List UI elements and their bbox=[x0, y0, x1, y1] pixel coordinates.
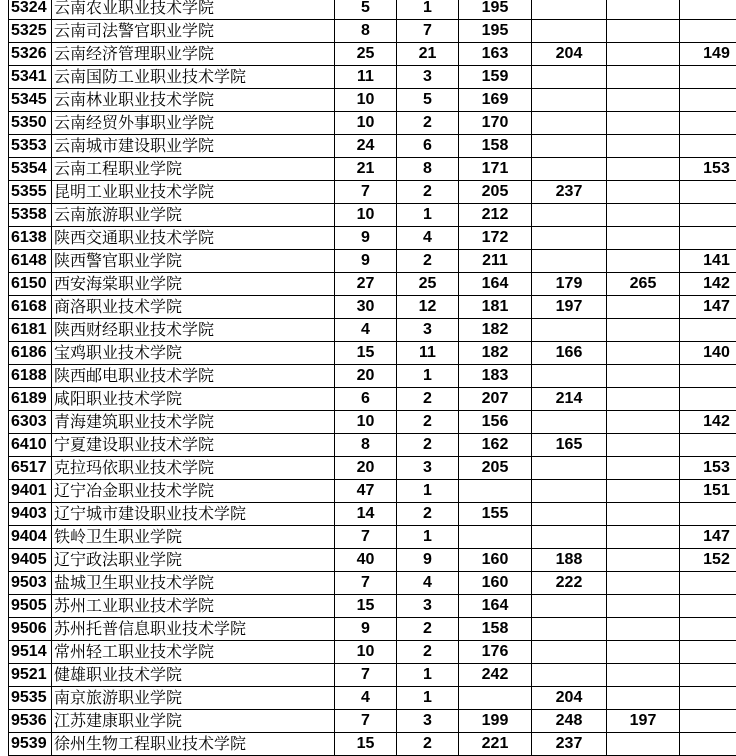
score-col-1-cell: 181 bbox=[459, 296, 532, 319]
plan-count-cell: 15 bbox=[335, 595, 397, 618]
plan-count-cell: 7 bbox=[335, 181, 397, 204]
admitted-count-cell: 1 bbox=[397, 664, 459, 687]
score-col-1-cell: 211 bbox=[459, 250, 532, 273]
school-name-cell: 江苏建康职业学院 bbox=[52, 710, 335, 733]
score-col-2-cell bbox=[532, 204, 607, 227]
table-row bbox=[9, 503, 736, 526]
score-col-2-cell: 214 bbox=[532, 388, 607, 411]
admitted-count-cell: 2 bbox=[397, 618, 459, 641]
score-col-1-cell: 221 bbox=[459, 733, 532, 756]
school-code-cell: 5324 bbox=[9, 0, 52, 20]
score-col-2-cell: 165 bbox=[532, 434, 607, 457]
plan-count-cell: 10 bbox=[335, 411, 397, 434]
score-col-4-cell bbox=[680, 0, 736, 20]
table-row bbox=[9, 549, 736, 572]
score-col-4-cell: 142 bbox=[680, 273, 736, 296]
score-col-3-cell bbox=[607, 687, 680, 710]
admitted-count-cell: 1 bbox=[397, 480, 459, 503]
school-code-cell: 5358 bbox=[9, 204, 52, 227]
admitted-count-cell: 1 bbox=[397, 687, 459, 710]
school-name-cell: 云南工程职业学院 bbox=[52, 158, 335, 181]
score-col-3-cell bbox=[607, 250, 680, 273]
score-col-1-cell: 169 bbox=[459, 89, 532, 112]
school-name-cell: 云南农业职业技术学院 bbox=[52, 0, 335, 20]
score-col-1-cell: 160 bbox=[459, 572, 532, 595]
score-col-3-cell bbox=[607, 503, 680, 526]
score-col-3-cell bbox=[607, 181, 680, 204]
admitted-count-cell: 3 bbox=[397, 595, 459, 618]
school-code-cell: 9539 bbox=[9, 733, 52, 756]
score-col-1-cell: 158 bbox=[459, 618, 532, 641]
admitted-count-cell: 2 bbox=[397, 388, 459, 411]
score-col-1-cell: 195 bbox=[459, 20, 532, 43]
admitted-count-cell: 1 bbox=[397, 526, 459, 549]
table-row bbox=[9, 434, 736, 457]
score-col-3-cell bbox=[607, 342, 680, 365]
admitted-count-cell: 25 bbox=[397, 273, 459, 296]
plan-count-cell: 8 bbox=[335, 20, 397, 43]
score-col-2-cell bbox=[532, 365, 607, 388]
school-code-cell: 6189 bbox=[9, 388, 52, 411]
table-row bbox=[9, 204, 736, 227]
plan-count-cell: 20 bbox=[335, 365, 397, 388]
score-col-4-cell bbox=[680, 227, 736, 250]
school-name-cell: 商洛职业技术学院 bbox=[52, 296, 335, 319]
school-name-cell: 铁岭卫生职业学院 bbox=[52, 526, 335, 549]
table-row bbox=[9, 595, 736, 618]
admitted-count-cell: 5 bbox=[397, 89, 459, 112]
table-row bbox=[9, 89, 736, 112]
score-col-1-cell: 163 bbox=[459, 43, 532, 66]
table-row bbox=[9, 135, 736, 158]
admitted-count-cell: 3 bbox=[397, 710, 459, 733]
admitted-count-cell: 9 bbox=[397, 549, 459, 572]
school-code-cell: 5355 bbox=[9, 181, 52, 204]
score-col-3-cell bbox=[607, 664, 680, 687]
plan-count-cell: 7 bbox=[335, 526, 397, 549]
school-code-cell: 9404 bbox=[9, 526, 52, 549]
admitted-count-cell: 21 bbox=[397, 43, 459, 66]
table-row bbox=[9, 112, 736, 135]
plan-count-cell: 25 bbox=[335, 43, 397, 66]
plan-count-cell: 24 bbox=[335, 135, 397, 158]
table-row bbox=[9, 480, 736, 503]
school-name-cell: 云南旅游职业学院 bbox=[52, 204, 335, 227]
score-col-2-cell bbox=[532, 227, 607, 250]
plan-count-cell: 20 bbox=[335, 457, 397, 480]
score-col-3-cell bbox=[607, 549, 680, 572]
score-col-2-cell bbox=[532, 319, 607, 342]
score-col-3-cell bbox=[607, 365, 680, 388]
score-col-1-cell: 155 bbox=[459, 503, 532, 526]
score-col-3-cell bbox=[607, 20, 680, 43]
plan-count-cell: 10 bbox=[335, 204, 397, 227]
school-name-cell: 青海建筑职业技术学院 bbox=[52, 411, 335, 434]
score-col-4-cell: 153 bbox=[680, 457, 736, 480]
admitted-count-cell: 8 bbox=[397, 158, 459, 181]
table-row bbox=[9, 641, 736, 664]
admitted-count-cell: 2 bbox=[397, 641, 459, 664]
school-code-cell: 9401 bbox=[9, 480, 52, 503]
score-col-4-cell bbox=[680, 434, 736, 457]
school-code-cell: 9503 bbox=[9, 572, 52, 595]
table-row bbox=[9, 365, 736, 388]
school-code-cell: 6517 bbox=[9, 457, 52, 480]
score-col-3-cell bbox=[607, 733, 680, 756]
score-col-1-cell: 159 bbox=[459, 66, 532, 89]
score-col-1-cell: 170 bbox=[459, 112, 532, 135]
plan-count-cell: 47 bbox=[335, 480, 397, 503]
school-name-cell: 西安海棠职业学院 bbox=[52, 273, 335, 296]
school-code-cell: 5354 bbox=[9, 158, 52, 181]
school-code-cell: 5350 bbox=[9, 112, 52, 135]
plan-count-cell: 4 bbox=[335, 687, 397, 710]
table-row bbox=[9, 181, 736, 204]
school-code-cell: 6148 bbox=[9, 250, 52, 273]
school-code-cell: 9535 bbox=[9, 687, 52, 710]
score-col-4-cell bbox=[680, 710, 736, 733]
school-code-cell: 9536 bbox=[9, 710, 52, 733]
score-col-3-cell bbox=[607, 411, 680, 434]
admitted-count-cell: 2 bbox=[397, 181, 459, 204]
score-col-3-cell bbox=[607, 618, 680, 641]
score-col-2-cell: 188 bbox=[532, 549, 607, 572]
school-code-cell: 9514 bbox=[9, 641, 52, 664]
school-name-cell: 健雄职业技术学院 bbox=[52, 664, 335, 687]
school-name-cell: 辽宁政法职业学院 bbox=[52, 549, 335, 572]
score-col-3-cell bbox=[607, 112, 680, 135]
table-body bbox=[9, 0, 736, 756]
score-col-4-cell bbox=[680, 664, 736, 687]
school-code-cell: 5353 bbox=[9, 135, 52, 158]
score-col-4-cell bbox=[680, 365, 736, 388]
plan-count-cell: 10 bbox=[335, 89, 397, 112]
school-code-cell: 9521 bbox=[9, 664, 52, 687]
score-col-2-cell: 166 bbox=[532, 342, 607, 365]
admitted-count-cell: 2 bbox=[397, 112, 459, 135]
table-row bbox=[9, 618, 736, 641]
score-col-4-cell bbox=[680, 388, 736, 411]
admitted-count-cell: 7 bbox=[397, 20, 459, 43]
score-col-3-cell bbox=[607, 158, 680, 181]
score-col-2-cell bbox=[532, 457, 607, 480]
score-col-3-cell bbox=[607, 135, 680, 158]
school-name-cell: 云南城市建设职业学院 bbox=[52, 135, 335, 158]
school-code-cell: 5345 bbox=[9, 89, 52, 112]
score-col-3-cell bbox=[607, 572, 680, 595]
table-row bbox=[9, 158, 736, 181]
school-code-cell: 5325 bbox=[9, 20, 52, 43]
school-code-cell: 9405 bbox=[9, 549, 52, 572]
score-col-1-cell: 212 bbox=[459, 204, 532, 227]
score-col-3-cell bbox=[607, 641, 680, 664]
score-col-2-cell bbox=[532, 526, 607, 549]
score-col-4-cell bbox=[680, 618, 736, 641]
score-col-2-cell: 204 bbox=[532, 43, 607, 66]
school-name-cell: 南京旅游职业学院 bbox=[52, 687, 335, 710]
plan-count-cell: 14 bbox=[335, 503, 397, 526]
score-col-4-cell: 153 bbox=[680, 158, 736, 181]
score-col-3-cell bbox=[607, 204, 680, 227]
table-row bbox=[9, 664, 736, 687]
table-row bbox=[9, 733, 736, 756]
score-col-3-cell bbox=[607, 388, 680, 411]
table-row bbox=[9, 66, 736, 89]
score-col-2-cell bbox=[532, 503, 607, 526]
score-col-3-cell bbox=[607, 434, 680, 457]
score-col-1-cell: 182 bbox=[459, 319, 532, 342]
score-col-1-cell: 172 bbox=[459, 227, 532, 250]
school-name-cell: 咸阳职业技术学院 bbox=[52, 388, 335, 411]
score-col-2-cell: 179 bbox=[532, 273, 607, 296]
score-col-3-cell bbox=[607, 595, 680, 618]
admitted-count-cell: 3 bbox=[397, 66, 459, 89]
score-col-1-cell bbox=[459, 526, 532, 549]
table-row bbox=[9, 20, 736, 43]
school-code-cell: 5326 bbox=[9, 43, 52, 66]
plan-count-cell: 9 bbox=[335, 250, 397, 273]
plan-count-cell: 7 bbox=[335, 664, 397, 687]
score-col-4-cell bbox=[680, 641, 736, 664]
plan-count-cell: 15 bbox=[335, 733, 397, 756]
plan-count-cell: 7 bbox=[335, 572, 397, 595]
table-row bbox=[9, 572, 736, 595]
score-col-2-cell bbox=[532, 641, 607, 664]
score-col-4-cell: 142 bbox=[680, 411, 736, 434]
school-code-cell: 6303 bbox=[9, 411, 52, 434]
plan-count-cell: 10 bbox=[335, 641, 397, 664]
admitted-count-cell: 6 bbox=[397, 135, 459, 158]
table-row bbox=[9, 319, 736, 342]
score-col-1-cell: 205 bbox=[459, 457, 532, 480]
plan-count-cell: 7 bbox=[335, 710, 397, 733]
score-col-4-cell: 147 bbox=[680, 526, 736, 549]
school-code-cell: 6186 bbox=[9, 342, 52, 365]
school-name-cell: 陕西警官职业学院 bbox=[52, 250, 335, 273]
score-col-4-cell: 140 bbox=[680, 342, 736, 365]
score-col-4-cell bbox=[680, 319, 736, 342]
score-col-2-cell: 237 bbox=[532, 181, 607, 204]
school-name-cell: 昆明工业职业技术学院 bbox=[52, 181, 335, 204]
school-code-cell: 6410 bbox=[9, 434, 52, 457]
score-col-1-cell bbox=[459, 687, 532, 710]
admitted-count-cell: 3 bbox=[397, 319, 459, 342]
table-row bbox=[9, 710, 736, 733]
score-col-2-cell bbox=[532, 135, 607, 158]
score-col-3-cell bbox=[607, 66, 680, 89]
score-col-4-cell: 141 bbox=[680, 250, 736, 273]
score-col-4-cell bbox=[680, 89, 736, 112]
admitted-count-cell: 4 bbox=[397, 227, 459, 250]
table-row bbox=[9, 526, 736, 549]
score-col-2-cell: 204 bbox=[532, 687, 607, 710]
school-code-cell: 9506 bbox=[9, 618, 52, 641]
score-col-2-cell: 222 bbox=[532, 572, 607, 595]
plan-count-cell: 9 bbox=[335, 618, 397, 641]
score-col-2-cell bbox=[532, 20, 607, 43]
school-name-cell: 陕西邮电职业技术学院 bbox=[52, 365, 335, 388]
school-name-cell: 云南经济管理职业学院 bbox=[52, 43, 335, 66]
table-row bbox=[9, 687, 736, 710]
score-col-1-cell: 242 bbox=[459, 664, 532, 687]
score-col-1-cell: 195 bbox=[459, 0, 532, 20]
score-col-2-cell bbox=[532, 112, 607, 135]
score-col-3-cell: 265 bbox=[607, 273, 680, 296]
score-col-1-cell: 183 bbox=[459, 365, 532, 388]
admitted-count-cell: 2 bbox=[397, 733, 459, 756]
score-col-1-cell: 164 bbox=[459, 595, 532, 618]
school-name-cell: 苏州工业职业技术学院 bbox=[52, 595, 335, 618]
score-col-2-cell bbox=[532, 595, 607, 618]
school-code-cell: 5341 bbox=[9, 66, 52, 89]
school-name-cell: 陕西交通职业技术学院 bbox=[52, 227, 335, 250]
table-row bbox=[9, 342, 736, 365]
score-col-3-cell bbox=[607, 319, 680, 342]
score-col-4-cell: 151 bbox=[680, 480, 736, 503]
admission-score-table bbox=[8, 0, 736, 756]
score-col-3-cell bbox=[607, 480, 680, 503]
table-row bbox=[9, 0, 736, 20]
score-col-4-cell bbox=[680, 181, 736, 204]
school-name-cell: 辽宁冶金职业技术学院 bbox=[52, 480, 335, 503]
score-col-1-cell: 176 bbox=[459, 641, 532, 664]
admitted-count-cell: 3 bbox=[397, 457, 459, 480]
admitted-count-cell: 2 bbox=[397, 503, 459, 526]
table-row bbox=[9, 227, 736, 250]
admitted-count-cell: 11 bbox=[397, 342, 459, 365]
table-row bbox=[9, 411, 736, 434]
score-col-1-cell: 158 bbox=[459, 135, 532, 158]
school-name-cell: 宁夏建设职业技术学院 bbox=[52, 434, 335, 457]
score-col-3-cell bbox=[607, 526, 680, 549]
score-col-1-cell: 205 bbox=[459, 181, 532, 204]
score-col-3-cell bbox=[607, 89, 680, 112]
school-code-cell: 6188 bbox=[9, 365, 52, 388]
plan-count-cell: 8 bbox=[335, 434, 397, 457]
table-row bbox=[9, 250, 736, 273]
score-col-4-cell bbox=[680, 66, 736, 89]
score-col-2-cell bbox=[532, 618, 607, 641]
score-col-4-cell bbox=[680, 687, 736, 710]
score-col-1-cell: 162 bbox=[459, 434, 532, 457]
score-col-4-cell bbox=[680, 572, 736, 595]
school-code-cell: 6181 bbox=[9, 319, 52, 342]
plan-count-cell: 27 bbox=[335, 273, 397, 296]
admitted-count-cell: 12 bbox=[397, 296, 459, 319]
score-col-1-cell: 171 bbox=[459, 158, 532, 181]
score-col-3-cell: 197 bbox=[607, 710, 680, 733]
plan-count-cell: 21 bbox=[335, 158, 397, 181]
admitted-count-cell: 2 bbox=[397, 411, 459, 434]
admitted-count-cell: 1 bbox=[397, 365, 459, 388]
score-col-4-cell bbox=[680, 135, 736, 158]
school-code-cell: 6150 bbox=[9, 273, 52, 296]
score-col-2-cell bbox=[532, 0, 607, 20]
school-name-cell: 云南国防工业职业技术学院 bbox=[52, 66, 335, 89]
school-code-cell: 9505 bbox=[9, 595, 52, 618]
score-col-4-cell bbox=[680, 503, 736, 526]
plan-count-cell: 40 bbox=[335, 549, 397, 572]
school-code-cell: 6168 bbox=[9, 296, 52, 319]
score-col-3-cell bbox=[607, 227, 680, 250]
score-col-2-cell bbox=[532, 89, 607, 112]
score-col-2-cell bbox=[532, 664, 607, 687]
plan-count-cell: 30 bbox=[335, 296, 397, 319]
plan-count-cell: 5 bbox=[335, 0, 397, 20]
school-name-cell: 宝鸡职业技术学院 bbox=[52, 342, 335, 365]
school-name-cell: 克拉玛依职业技术学院 bbox=[52, 457, 335, 480]
school-code-cell: 6138 bbox=[9, 227, 52, 250]
school-name-cell: 云南司法警官职业学院 bbox=[52, 20, 335, 43]
score-col-2-cell: 237 bbox=[532, 733, 607, 756]
table-row bbox=[9, 273, 736, 296]
score-col-1-cell: 156 bbox=[459, 411, 532, 434]
plan-count-cell: 6 bbox=[335, 388, 397, 411]
admitted-count-cell: 2 bbox=[397, 250, 459, 273]
score-col-1-cell: 199 bbox=[459, 710, 532, 733]
plan-count-cell: 15 bbox=[335, 342, 397, 365]
table-row bbox=[9, 388, 736, 411]
school-name-cell: 常州轻工职业技术学院 bbox=[52, 641, 335, 664]
plan-count-cell: 11 bbox=[335, 66, 397, 89]
admitted-count-cell: 4 bbox=[397, 572, 459, 595]
score-col-1-cell: 207 bbox=[459, 388, 532, 411]
score-col-2-cell bbox=[532, 411, 607, 434]
score-col-4-cell bbox=[680, 112, 736, 135]
score-col-4-cell bbox=[680, 733, 736, 756]
plan-count-cell: 10 bbox=[335, 112, 397, 135]
school-name-cell: 苏州托普信息职业技术学院 bbox=[52, 618, 335, 641]
admitted-count-cell: 1 bbox=[397, 0, 459, 20]
score-col-4-cell: 149 bbox=[680, 43, 736, 66]
school-name-cell: 盐城卫生职业技术学院 bbox=[52, 572, 335, 595]
score-col-3-cell bbox=[607, 457, 680, 480]
score-col-1-cell bbox=[459, 480, 532, 503]
table-row bbox=[9, 296, 736, 319]
score-col-4-cell: 152 bbox=[680, 549, 736, 572]
score-col-2-cell: 248 bbox=[532, 710, 607, 733]
score-col-2-cell: 197 bbox=[532, 296, 607, 319]
plan-count-cell: 4 bbox=[335, 319, 397, 342]
score-col-2-cell bbox=[532, 250, 607, 273]
score-col-4-cell: 147 bbox=[680, 296, 736, 319]
score-col-2-cell bbox=[532, 66, 607, 89]
table-row bbox=[9, 457, 736, 480]
score-col-4-cell bbox=[680, 595, 736, 618]
score-col-1-cell: 160 bbox=[459, 549, 532, 572]
score-col-2-cell bbox=[532, 480, 607, 503]
admitted-count-cell: 1 bbox=[397, 204, 459, 227]
score-col-4-cell bbox=[680, 20, 736, 43]
school-name-cell: 辽宁城市建设职业技术学院 bbox=[52, 503, 335, 526]
score-col-2-cell bbox=[532, 158, 607, 181]
score-col-4-cell bbox=[680, 204, 736, 227]
table-row bbox=[9, 43, 736, 66]
school-name-cell: 徐州生物工程职业技术学院 bbox=[52, 733, 335, 756]
school-code-cell: 9403 bbox=[9, 503, 52, 526]
score-col-3-cell bbox=[607, 296, 680, 319]
plan-count-cell: 9 bbox=[335, 227, 397, 250]
score-col-3-cell bbox=[607, 0, 680, 20]
school-name-cell: 云南经贸外事职业学院 bbox=[52, 112, 335, 135]
score-col-1-cell: 182 bbox=[459, 342, 532, 365]
admitted-count-cell: 2 bbox=[397, 434, 459, 457]
score-col-3-cell bbox=[607, 43, 680, 66]
score-col-1-cell: 164 bbox=[459, 273, 532, 296]
school-name-cell: 云南林业职业技术学院 bbox=[52, 89, 335, 112]
school-name-cell: 陕西财经职业技术学院 bbox=[52, 319, 335, 342]
